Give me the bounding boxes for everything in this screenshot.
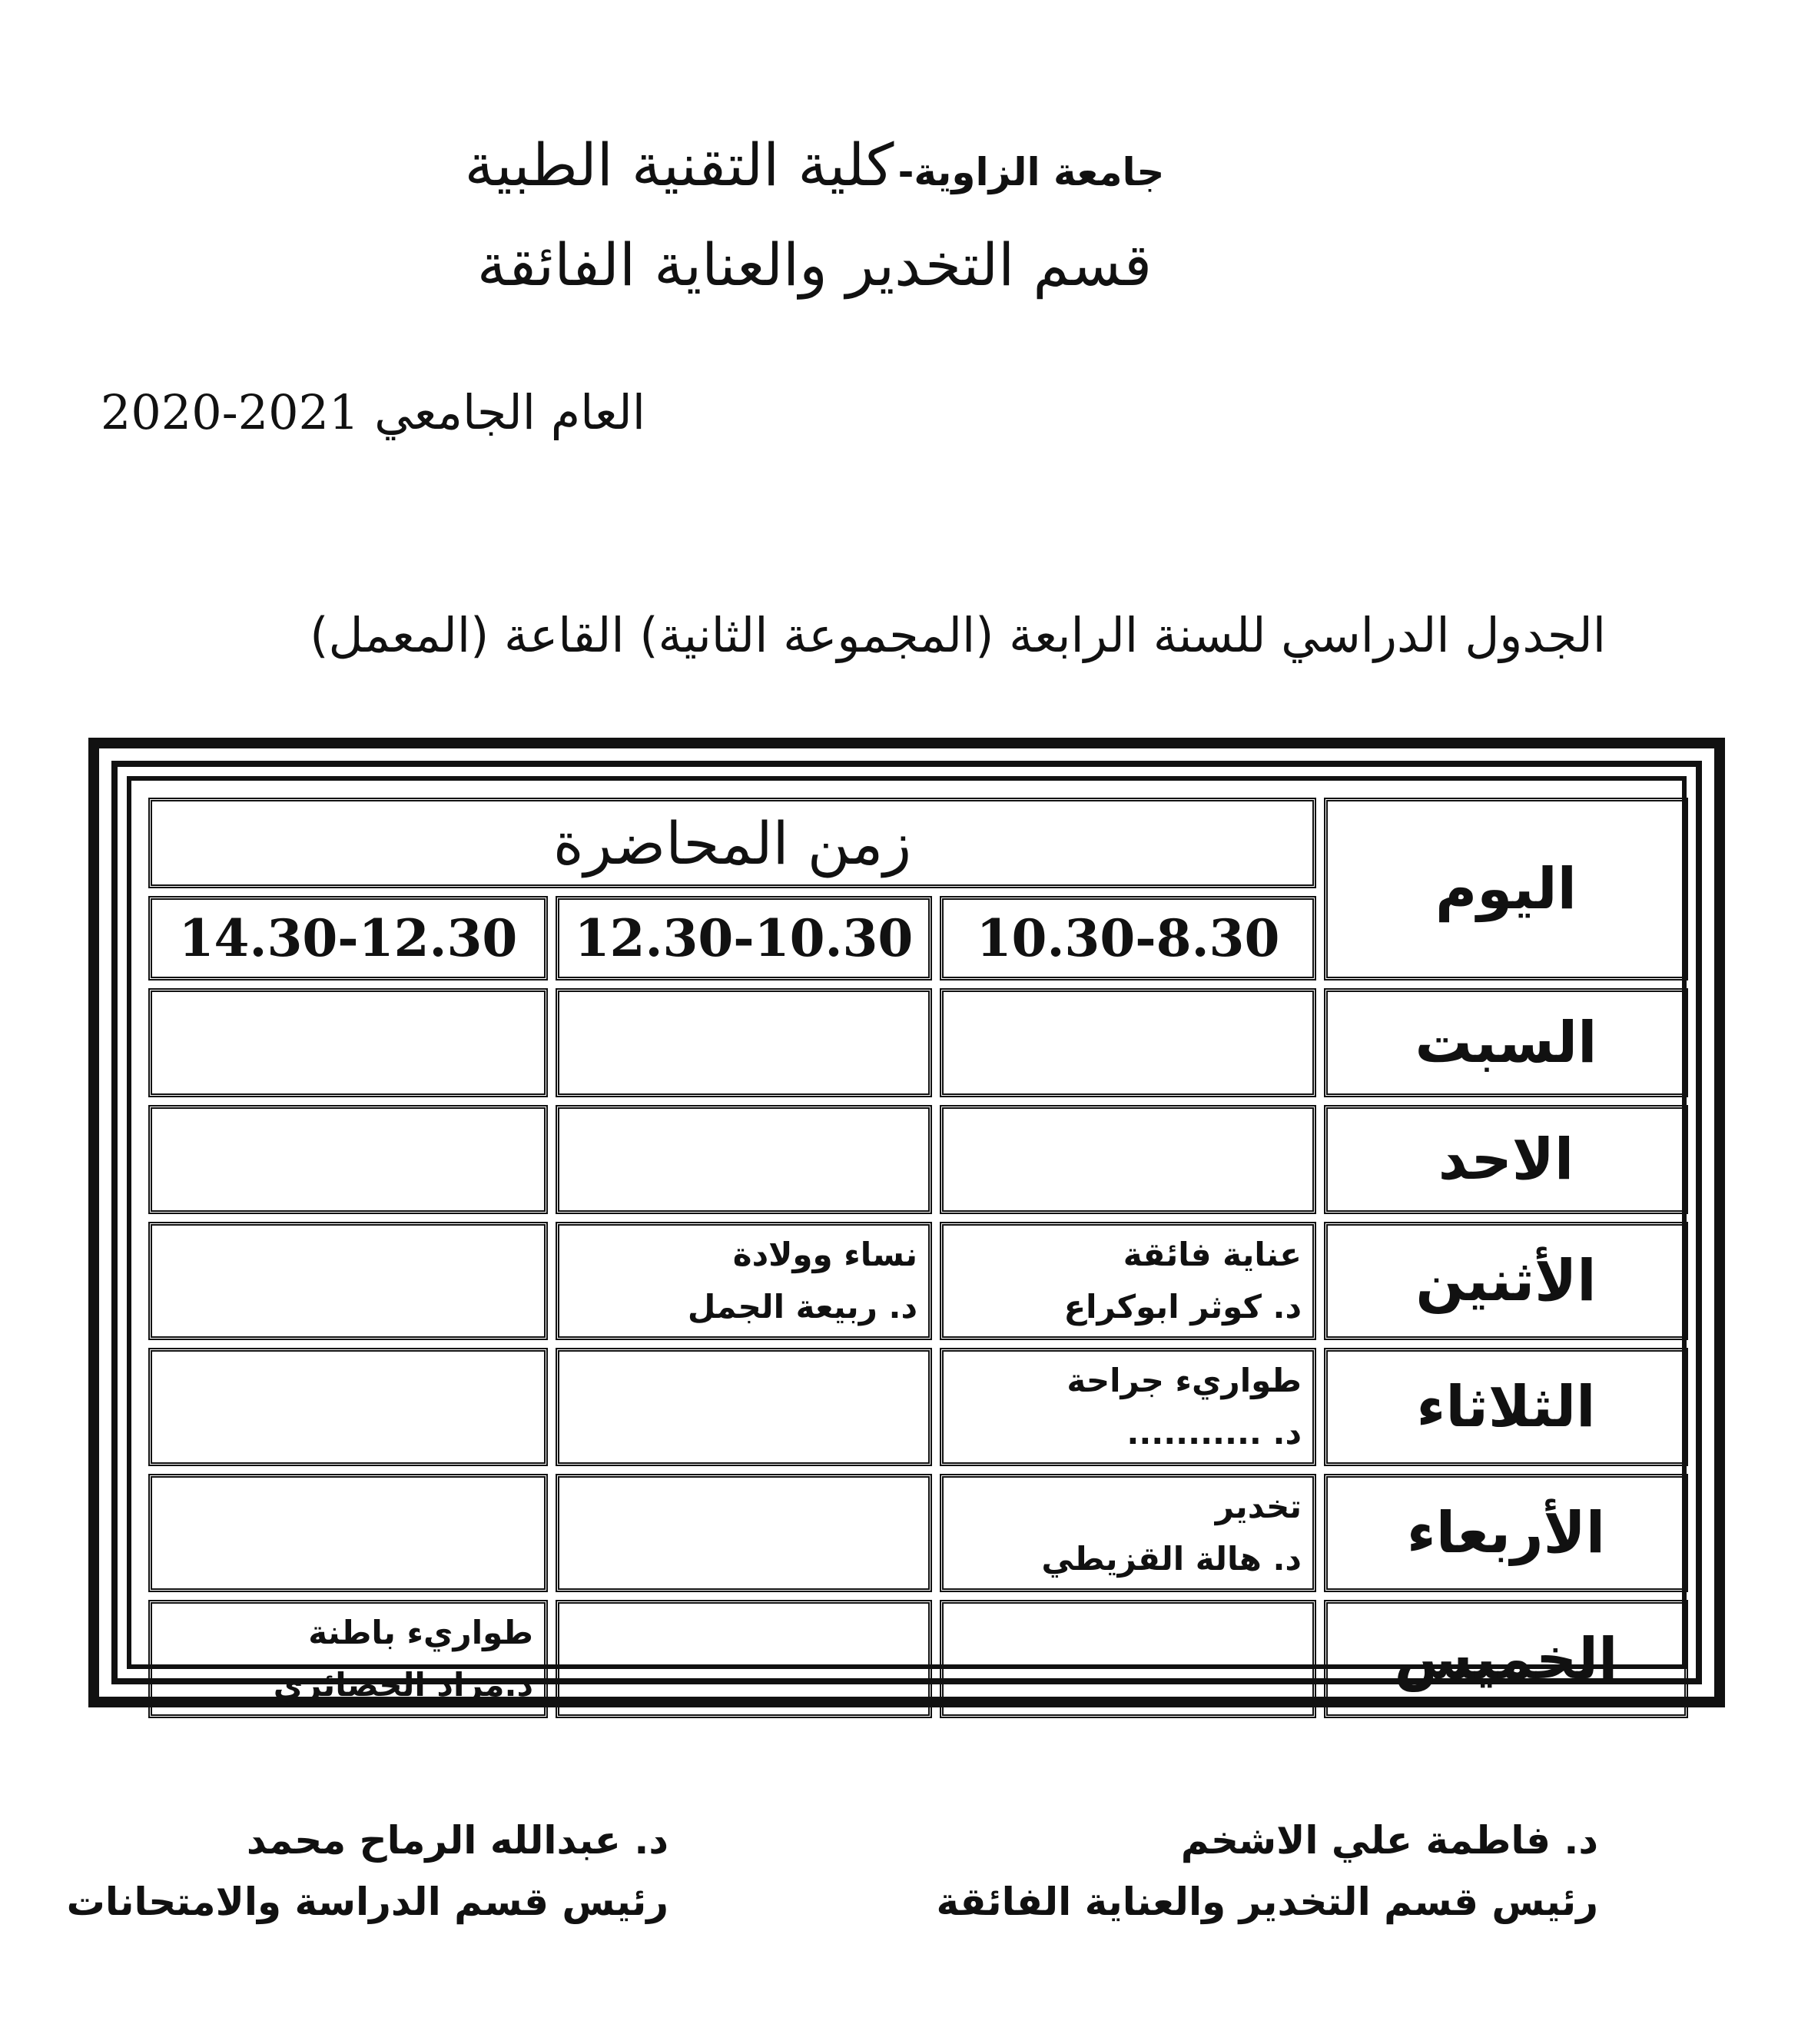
cell-sat-slot3 [148,988,548,1097]
academic-year-label: العام الجامعي [374,384,645,440]
schedule-table [141,790,1696,1726]
day-tuesday: الثلاثاء [1324,1348,1688,1466]
cell-wed-slot2 [556,1474,932,1592]
academic-year-value: 2021-2020 [100,384,360,440]
day-sunday: الاحد [1324,1105,1688,1214]
signature-right [907,1810,1598,1933]
cell-tue-slot2 [556,1348,932,1466]
cell-mon-slot1: عناية فائقة د. كوثر ابوكراع [940,1222,1316,1340]
cell-sat-slot2 [556,988,932,1097]
signature-left [66,1810,668,1933]
cell-sun-slot1 [940,1105,1316,1214]
cell-sat-slot1 [940,988,1316,1097]
cell-sun-slot3 [148,1105,548,1214]
cell-thu-slot3: طواريء باطنة د.مراد الحصائري [148,1600,548,1718]
table-row [148,1105,1688,1214]
day-thursday: الخميس [1324,1600,1688,1718]
slot-header-2: 12.30-10.30 [556,896,932,981]
cell-mon-slot3 [148,1222,548,1340]
department-name: قسم التخدير والعناية الفائقة [476,231,1153,299]
slot-header-1: 10.30-8.30 [940,896,1316,981]
cell-thu-slot2 [556,1600,932,1718]
signature-left-name: د. عبدالله الرماح محمد [246,1818,668,1863]
cell-tue-slot1: طواريء جراحة د. ........... [940,1348,1316,1466]
header-line-1 [430,131,1199,199]
cell-thu-slot1 [940,1600,1316,1718]
signature-right-title: رئيس قسم التخدير والعناية الفائقة [936,1880,1598,1924]
table-row [148,1348,1688,1466]
university-name: جامعة الزاوية- [897,150,1165,194]
table-row [148,1222,1688,1340]
time-header: زمن المحاضرة [148,798,1316,888]
signature-left-title: رئيس قسم الدراسة والامتحانات [66,1880,668,1924]
table-row [148,1600,1688,1718]
academic-year [31,384,645,440]
table-row [148,1474,1688,1592]
cell-wed-slot1: تخدير د. هالة القزيطي [940,1474,1316,1592]
cell-sun-slot2 [556,1105,932,1214]
day-header: اليوم [1324,798,1688,981]
day-saturday: السبت [1324,988,1688,1097]
slot-header-3: 14.30-12.30 [148,896,548,981]
day-monday: الأثنين [1324,1222,1688,1340]
day-wednesday: الأربعاء [1324,1474,1688,1592]
cell-tue-slot3 [148,1348,548,1466]
college-name: كلية التقنية الطبية [464,131,894,199]
cell-mon-slot2: نساء وولادة د. ربيعة الجمل [556,1222,932,1340]
schedule-caption: الجدول الدراسي للسنة الرابعة (المجموعة الثانية) القاعة (المعمل) [310,607,1606,663]
cell-wed-slot3 [148,1474,548,1592]
table-row [148,988,1688,1097]
signature-right-name: د. فاطمة علي الاشخم [1180,1818,1598,1863]
